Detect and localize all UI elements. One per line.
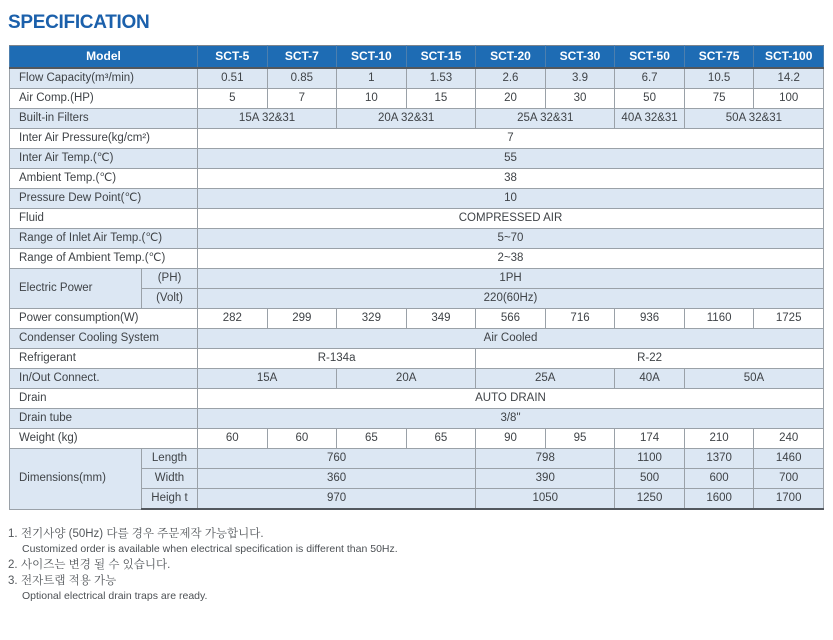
row-label: Flow Capacity(m³/min) [10,68,198,89]
col-header-sct-75: SCT-75 [684,46,754,69]
spec-cell: 210 [684,429,754,449]
spec-cell: 760 [198,449,476,469]
row-label: Power consumption(W) [10,309,198,329]
col-header-sct-7: SCT-7 [267,46,337,69]
footnote-1-number: 1. [8,528,18,540]
spec-cell: 3/8" [198,409,824,429]
spec-cell: 3.9 [545,68,615,89]
row-label: Drain tube [10,409,198,429]
spec-cell: 1PH [198,269,824,289]
spec-cell: Air Cooled [198,329,824,349]
spec-cell: 1460 [754,449,824,469]
row-label: Drain [10,389,198,409]
row-label: Weight (kg) [10,429,198,449]
row-sublabel: Length [142,449,198,469]
footnote-2-number: 2. [8,559,18,571]
spec-cell: 1050 [476,489,615,510]
footnote-1-ko [8,526,833,542]
col-header-sct-5: SCT-5 [198,46,268,69]
spec-cell: 1600 [684,489,754,510]
spec-cell: 40A [615,369,685,389]
row-label: Built-in Filters [10,109,198,129]
spec-cell: 1250 [615,489,685,510]
spec-cell: 716 [545,309,615,329]
spec-cell: 50A [684,369,823,389]
spec-cell: 2~38 [198,249,824,269]
table-body [10,68,824,509]
row-sublabel: (PH) [142,269,198,289]
page-title: SPECIFICATION [8,12,150,33]
spec-cell: 50A 32&31 [684,109,823,129]
row-label: Condenser Cooling System [10,329,198,349]
spec-cell: 50 [615,89,685,109]
spec-cell: 10 [198,189,824,209]
spec-cell: 100 [754,89,824,109]
spec-cell: 600 [684,469,754,489]
spec-cell: 40A 32&31 [615,109,685,129]
spec-cell: 55 [198,149,824,169]
spec-cell: 1725 [754,309,824,329]
spec-cell: 174 [615,429,685,449]
spec-cell: 349 [406,309,476,329]
footnote-1-korean-text: 전기사양 (50Hz) 다를 경우 주문제작 가능합니다. [21,528,264,540]
spec-cell: 936 [615,309,685,329]
row-sublabel: Width [142,469,198,489]
row-label: Pressure Dew Point(℃) [10,189,198,209]
table-header [10,46,824,69]
row-label: In/Out Connect. [10,369,198,389]
spec-cell: 1160 [684,309,754,329]
spec-cell: 30 [545,89,615,109]
spec-cell: 299 [267,309,337,329]
row-label: Inter Air Pressure(kg/cm²) [10,129,198,149]
spec-cell: AUTO DRAIN [198,389,824,409]
spec-cell: 95 [545,429,615,449]
spec-cell: 7 [198,129,824,149]
row-label: Electric Power [10,269,142,309]
row-sublabel: Heigh t [142,489,198,510]
footnote-2-korean-text: 사이즈는 변경 될 수 있습니다. [21,559,171,571]
spec-cell: 10 [337,89,407,109]
footnote-2-ko [8,557,833,573]
col-header-sct-100: SCT-100 [754,46,824,69]
col-header-sct-30: SCT-30 [545,46,615,69]
row-label: Ambient Temp.(℃) [10,169,198,189]
row-label: Inter Air Temp.(℃) [10,149,198,169]
spec-cell: 15A 32&31 [198,109,337,129]
spec-cell: 220(60Hz) [198,289,824,309]
col-header-sct-15: SCT-15 [406,46,476,69]
row-sublabel: (Volt) [142,289,198,309]
spec-cell: 1700 [754,489,824,510]
row-label: Refrigerant [10,349,198,369]
spec-cell: 360 [198,469,476,489]
spec-cell: 75 [684,89,754,109]
spec-cell: 329 [337,309,407,329]
row-label: Dimensions(mm) [10,449,142,510]
spec-cell: 38 [198,169,824,189]
spec-cell: 1370 [684,449,754,469]
spec-cell: 0.51 [198,68,268,89]
row-label: Range of Inlet Air Temp.(℃) [10,229,198,249]
spec-cell: 0.85 [267,68,337,89]
row-label: Air Comp.(HP) [10,89,198,109]
spec-cell: 25A 32&31 [476,109,615,129]
spec-cell: 282 [198,309,268,329]
spec-cell: 7 [267,89,337,109]
spec-cell: 566 [476,309,546,329]
spec-cell: 90 [476,429,546,449]
spec-cell: 65 [406,429,476,449]
spec-cell: 798 [476,449,615,469]
spec-cell: COMPRESSED AIR [198,209,824,229]
specification-table [9,45,824,510]
spec-cell: 1 [337,68,407,89]
col-header-sct-50: SCT-50 [615,46,685,69]
spec-cell: 970 [198,489,476,510]
spec-cell: 15A [198,369,337,389]
footnote-3-number: 3. [8,575,18,587]
spec-cell: 5 [198,89,268,109]
spec-cell: 60 [198,429,268,449]
spec-cell: 15 [406,89,476,109]
spec-cell: 500 [615,469,685,489]
spec-cell: 25A [476,369,615,389]
spec-cell: 390 [476,469,615,489]
col-header-sct-20: SCT-20 [476,46,546,69]
spec-cell: 700 [754,469,824,489]
footnote-3-korean-text: 전자트랩 적용 가능 [21,575,117,587]
spec-cell: 240 [754,429,824,449]
spec-cell: 1.53 [406,68,476,89]
row-label: Range of Ambient Temp.(℃) [10,249,198,269]
spec-cell: 60 [267,429,337,449]
spec-cell: R-134a [198,349,476,369]
col-header-model: Model [10,46,198,69]
footnote-3-english-text: Optional electrical drain traps are ready. [22,590,208,602]
footnotes [8,526,833,604]
row-label: Fluid [10,209,198,229]
col-header-sct-10: SCT-10 [337,46,407,69]
spec-cell: 20A [337,369,476,389]
spec-cell: 14.2 [754,68,824,89]
spec-cell: 20 [476,89,546,109]
spec-cell: R-22 [476,349,824,369]
spec-cell: 10.5 [684,68,754,89]
spec-cell: 6.7 [615,68,685,89]
spec-cell: 2.6 [476,68,546,89]
footnote-3-ko [8,573,833,589]
spec-cell: 65 [337,429,407,449]
spec-cell: 1100 [615,449,685,469]
spec-cell: 5~70 [198,229,824,249]
spec-cell: 20A 32&31 [337,109,476,129]
footnote-1-english-text: Customized order is available when electrical specification is different than 50Hz. [22,543,398,555]
